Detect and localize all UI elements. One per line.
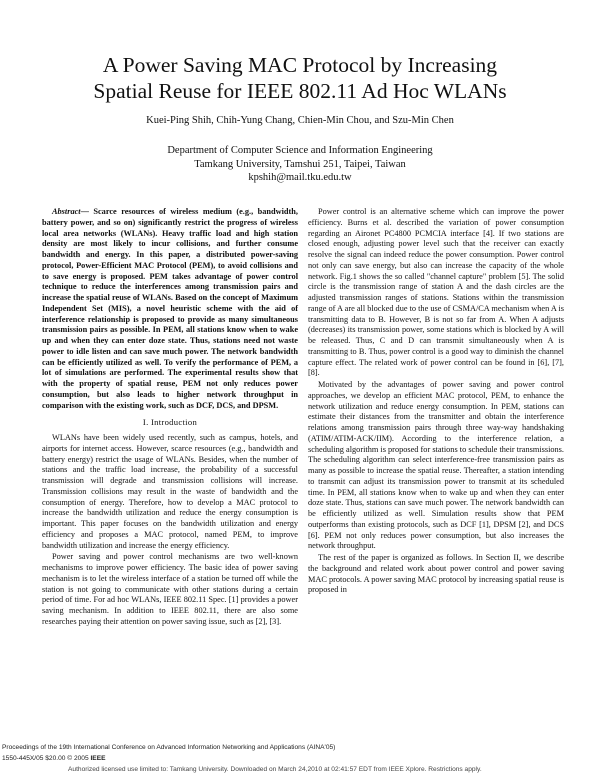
- body-paragraph-organization: The rest of the paper is organized as follows. In Section II, we describe the background and related work about power control and power saving MAC protocols. A power saving MAC protocol by increasing spatial reuse is proposed in: [308, 553, 564, 595]
- title-line-1: A Power Saving MAC Protocol by Increasing: [102, 53, 498, 77]
- left-column: [42, 207, 298, 628]
- footer-proceedings: Proceedings of the 19th International Conference on Advanced Information Networking and Applications (AINA'05): [2, 744, 336, 751]
- abstract-text: — Scarce resources of wireless medium (e.g., bandwidth, battery power, and so on) significantly restrict the progress of wireless local area networks (WLANs). Heavy traffic load and high station density are most likely to incur collisions, and further consume bandwidth and energy. In this paper, a distributed power-saving protocol, Power-Efficient MAC Protocol (PEM), to avoid collisions and to save energy is proposed. PEM takes advantage of power control technique to reduce the interferences among transmission pairs and increase the spatial reuse of WLANs. Based on the concept of Maximum Independent Set (MIS), a novel heuristic scheme with the aid of interference relationship is proposed to provide as many simultaneous transmission pairs as possible. In PEM, all stations know when to wake up and when they can enter doze state. Thus, stations need not waste power to idle listen and can save much power. The network bandwidth can be efficiently utilized as well. To verify the performance of PEM, a lot of simulations are performed. The experimental results show that with the property of spatial reuse, PEM not only reduces power consumption, but also leads to higher network throughput in comparison with the existing work, such as DCF, DCS, and DPSM.: [42, 207, 298, 410]
- footer-license: Authorized licensed use limited to: Tamkang University. Downloaded on March 24,2010 at 02:41:57 EDT from IEEE Xplore. Restrictions apply.: [68, 766, 482, 773]
- right-column: [308, 207, 564, 596]
- affiliation-university: Tamkang University, Tamshui 251, Taipei, Taiwan: [194, 158, 406, 170]
- paper-title: [40, 52, 560, 104]
- body-paragraph-motivation: Motivated by the advantages of power saving and power control approaches, we develop an efficient MAC protocol, PEM, to enhance the network utilization and reduce energy consumption. In PEM, stations can estimate their distances from the transmitter and obtain the interference relations among transmission pairs through three way-way handshaking (ATIM/ATIM-ACK/IIM). According to the interference relation, a scheduling algorithm is proposed for stations to schedule their transmissions. The scheduling algorithm can select interference-free transmission pairs as many as possible to increase the spatial reuse. Thereafter, a station intending to transmit can adjust its transmission power to transmit at its scheduled time. In PEM, all stations know when to wake up and when they can enter doze state. Thus, stations can save much power. The network bandwidth can be efficiently utilized as well. Simulation results show that PEM outperforms than existing protocols, such as DCF [1], DPSM [2], and DCS [6]. PEM not only reduces power consumption, but also increases the network throughput.: [308, 380, 564, 551]
- footer-ieee-mark: IEEE: [90, 755, 106, 762]
- author-email: kpshih@mail.tku.edu.tw: [248, 172, 352, 183]
- intro-paragraph-1: WLANs have been widely used recently, such as campus, hotels, and airports for internet access. However, scarce resources (e.g., bandwidth and battery energy) restrict the usage of WLANs. Besides, when the number of stations and the traffic load increase, the probability of a successful transmission will degrade and transmission collisions will increase. Transmission collisions may result in the waste of bandwidth and the consumption of energy. Therefore, how to develop a MAC protocol to increase the bandwidth utilization and reduce the energy consumption is important. This paper focuses on the bandwidth utilization and energy efficiency and proposes a MAC protocol, named PEM, to improve bandwidth utilization and increase the energy efficiency.: [42, 433, 298, 550]
- abstract-paragraph: [42, 207, 298, 411]
- abstract-lead: Abstract: [52, 207, 81, 216]
- title-line-2: Spatial Reuse for IEEE 802.11 Ad Hoc WLANs: [93, 79, 507, 103]
- section-heading-introduction: I. Introduction: [142, 417, 198, 428]
- affiliation-department: Department of Computer Science and Information Engineering: [167, 145, 433, 156]
- footer-isbn-line: [2, 755, 106, 762]
- affiliation: [40, 144, 560, 185]
- footer-isbn: 1550-445X/05 $20.00 © 2005: [2, 755, 89, 762]
- author-list: Kuei-Ping Shih, Chih-Yung Chang, Chien-Min Chou, and Szu-Min Chen: [146, 115, 454, 126]
- intro-paragraph-2: Power saving and power control mechanisms are two well-known mechanisms to improve power efficiency. The basic idea of power saving mechanism is to let the wireless interface of a station be turned off while the station is not going to communicate with other stations during a certain period of time. For ad hoc WLANs, IEEE 802.11 Spec. [1] provides a power saving mechanism. In addition to IEEE 802.11, there are also some researches paying their attention on power saving issue, such as [2], [3].: [42, 552, 298, 626]
- body-paragraph-power-control: Power control is an alternative scheme which can improve the power efficiency. Burns et al. described the variation of power consumption regarding an Aironet PC4800 PCMCIA interface [4]. If two stations are closed enough, adjusting power level such that the receiver can exactly resolve the signal can indeed reduce the power consumption. Power control not only can save energy, but also can increase the capacity of the whole network. Fig.1 shows the so called "channel capture" problem [5]. The solid circle is the transmission range of station A and the dash circles are the adjusted transmission ranges of stations. Stations within the transmission range of A are all blocked due to the use of CSMA/CA mechanism when A is transmitting data to B. However, B is not so far from A. When A adjusts (decreases) its transmission power, some stations which is blocked by A will be released. Thus, C and D can transmit simultaneously when A is transmitting to B. Thus, power control is a good way to diminish the channel capture effect. The related work of power control can be found in [6], [7], [8].: [308, 207, 565, 378]
